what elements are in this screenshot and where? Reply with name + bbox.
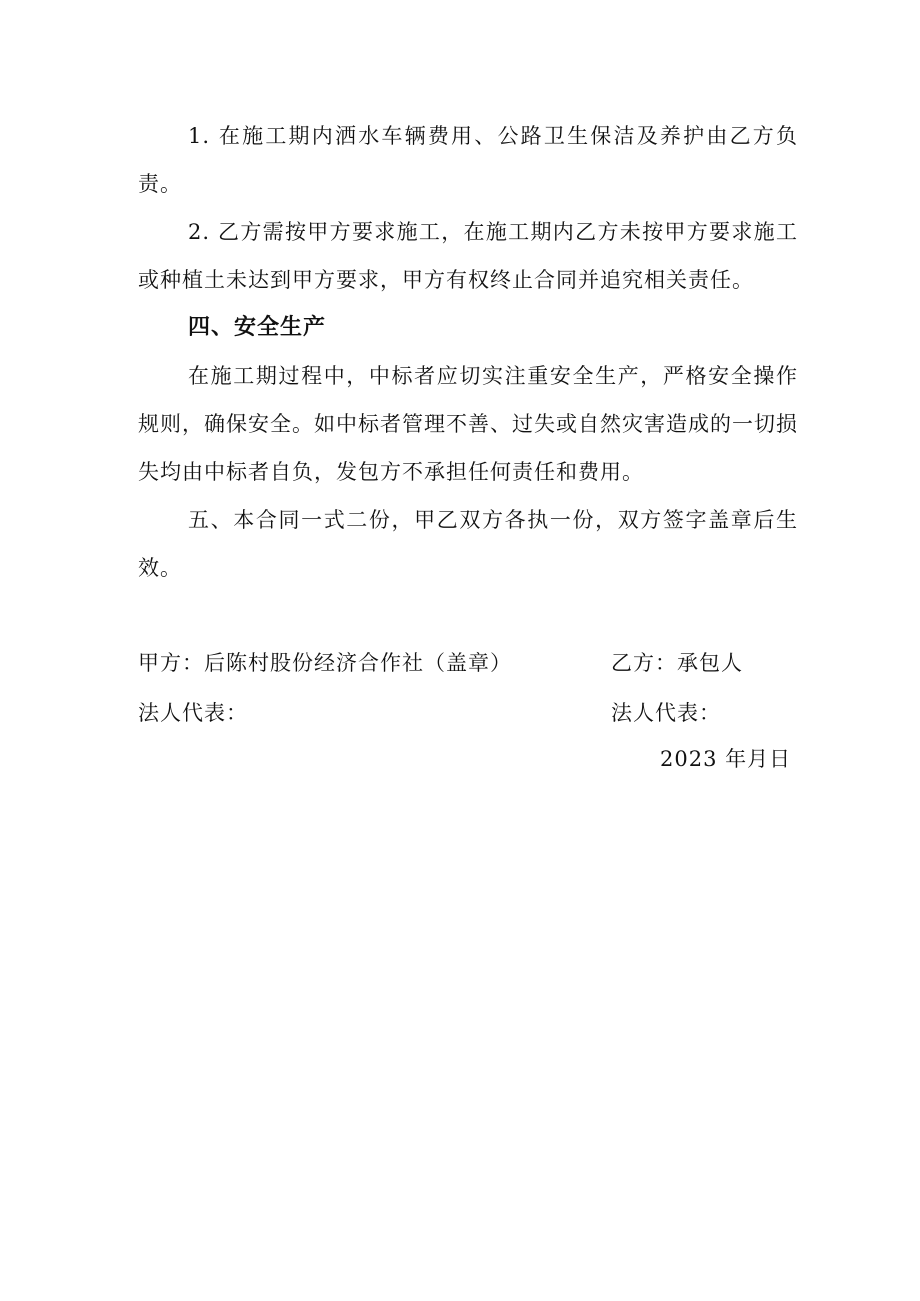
section-heading-safety: 四、安全生产 <box>188 315 327 340</box>
party-b-representative: 法人代表： <box>611 701 721 725</box>
party-b-signature: 乙方：承包人 <box>611 651 743 675</box>
safety-paragraph: 在施工期过程中，中标者应切实注重安全生产，严格安全操作规则，确保安全。如中标者管理不善、过失或自然灾害造成的一切损失均由中标者自负，发包方不承担任何责任和费用。 <box>138 364 798 484</box>
signing-date: 2023 年月日 <box>660 747 792 771</box>
contract-body <box>138 112 798 592</box>
party-a-representative: 法人代表： <box>138 701 248 725</box>
clause-item-1: 1. 在施工期内洒水车辆费用、公路卫生保洁及养护由乙方负责。 <box>138 124 798 196</box>
copies-paragraph: 五、本合同一式二份，甲乙双方各执一份，双方签字盖章后生效。 <box>138 508 798 580</box>
clause-item-2: 2. 乙方需按甲方要求施工，在施工期内乙方未按甲方要求施工或种植土未达到甲方要求，甲方有权终止合同并追究相关责任。 <box>138 220 798 292</box>
party-a-signature: 甲方：后陈村股份经济合作社（盖章） <box>138 651 512 675</box>
